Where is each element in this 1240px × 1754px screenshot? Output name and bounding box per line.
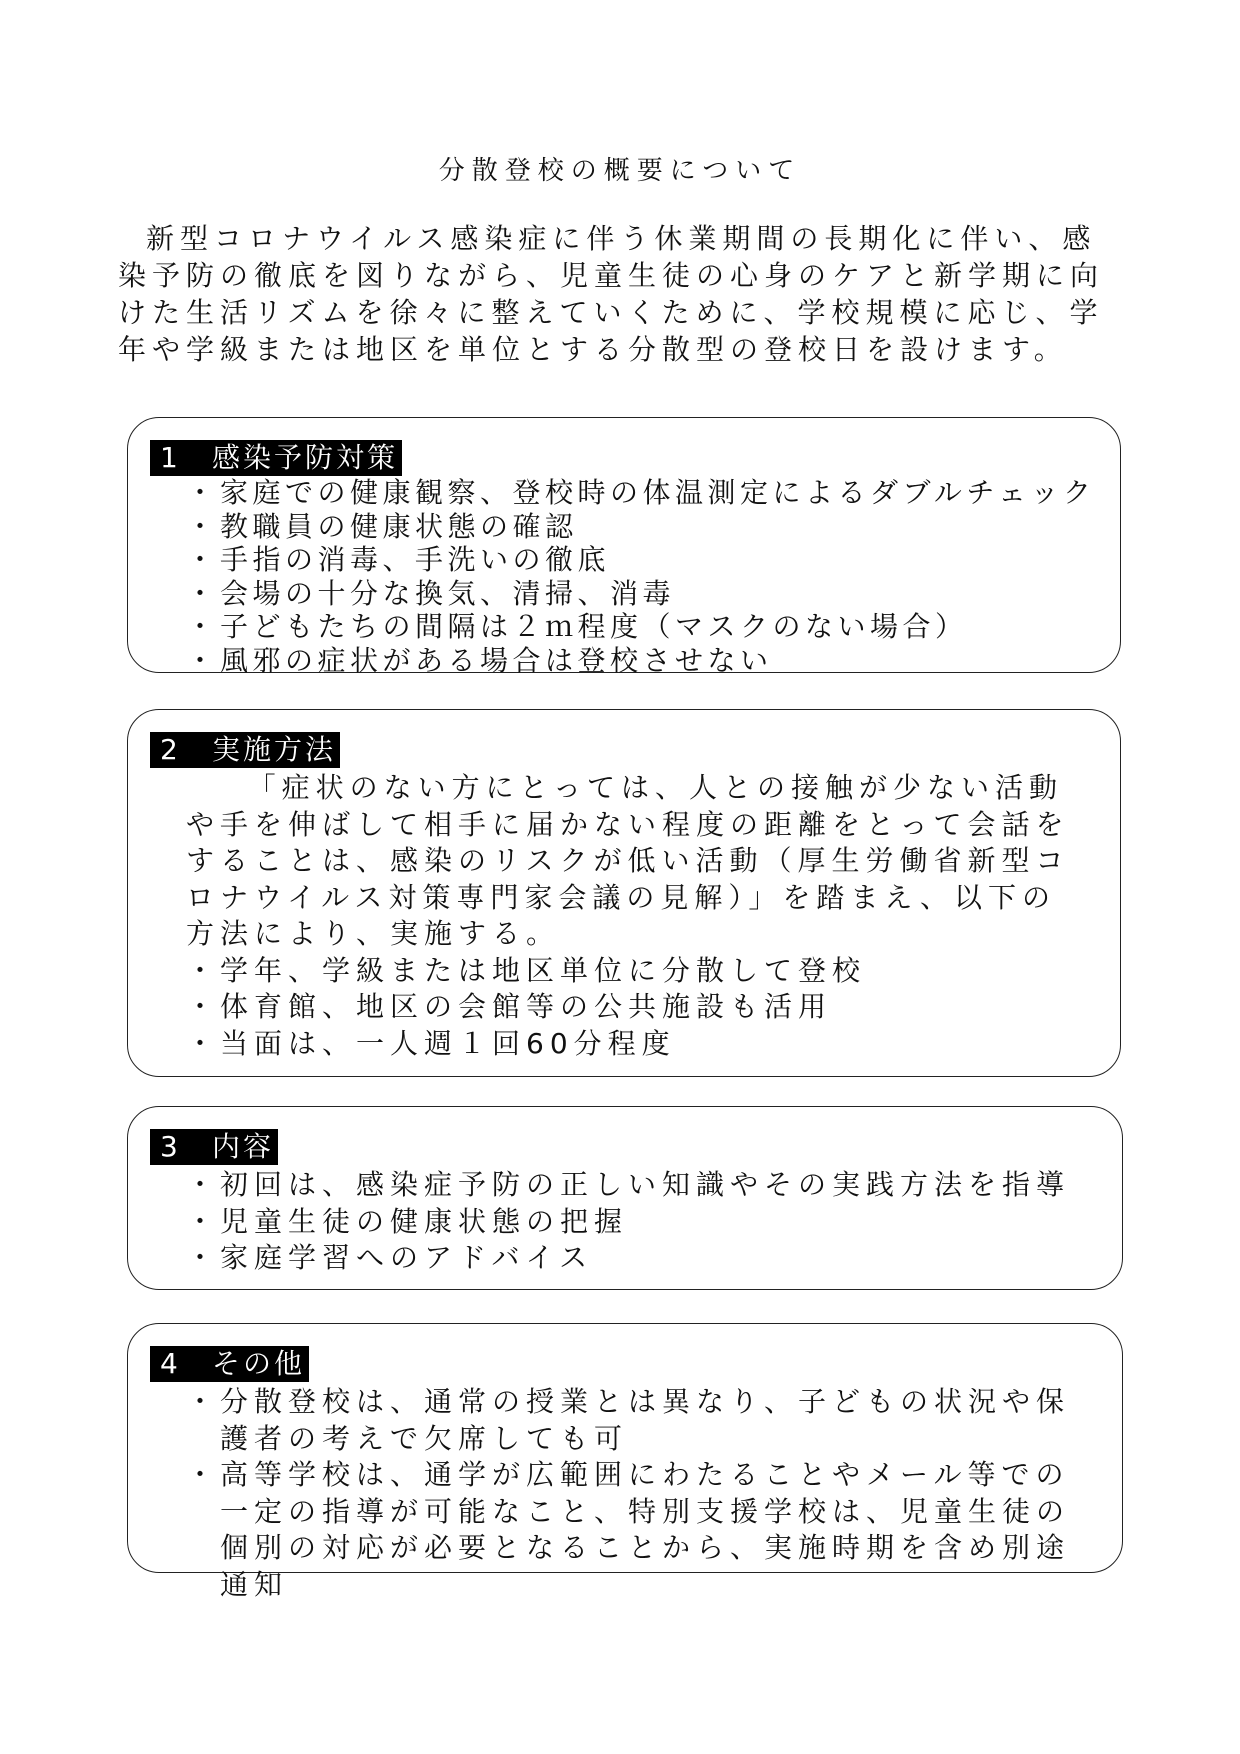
section-4-box xyxy=(127,1323,1123,1601)
list-item: ・ 児童生徒の健康状態の把握 xyxy=(186,1204,1102,1241)
section-3-box xyxy=(127,1106,1123,1290)
list-item: ・ 当面は、一人週１回60分程度 xyxy=(186,1026,1086,1063)
list-item: ・ 教職員の健康状態の確認 xyxy=(186,510,1100,544)
section-2-paragraph: 「症状のない方にとっては、人との接触が少ない活動や手を伸ばして相手に届かない程度の距離をとって会話をすることは、感染のリスクが低い活動（厚生労働省新型コロナウイルス対策専門家会議の見解）」を踏まえ、以下の方法により、実施する。 xyxy=(186,771,1070,950)
section-3-heading xyxy=(150,1129,278,1165)
section-3-number: 3 xyxy=(160,1130,181,1163)
section-2-content xyxy=(186,770,1086,1062)
section-2-list xyxy=(186,953,1086,1063)
section-1-box xyxy=(127,417,1121,677)
section-3-list xyxy=(186,1167,1102,1277)
section-3-content xyxy=(186,1167,1102,1277)
section-4-list xyxy=(186,1384,1088,1603)
section-1-title: 感染予防対策 xyxy=(212,441,399,474)
list-item: ・ 初回は、感染症予防の正しい知識やその実践方法を指導 xyxy=(186,1167,1102,1204)
section-4-heading xyxy=(150,1346,309,1382)
intro-paragraph xyxy=(118,220,1128,368)
list-item: ・ 手指の消毒、手洗いの徹底 xyxy=(186,543,1100,577)
section-2-title: 実施方法 xyxy=(212,733,337,766)
section-2-heading xyxy=(150,732,340,768)
section-3-title: 内容 xyxy=(212,1130,275,1163)
list-item: ・ 風邪の症状がある場合は登校させない xyxy=(186,644,1100,678)
list-item: ・ 家庭学習へのアドバイス xyxy=(186,1240,1102,1277)
intro-text: 新型コロナウイルス感染症に伴う休業期間の長期化に伴い、感染予防の徹底を図りながら、児童生徒の心身のケアと新学期に向けた生活リズムを徐々に整えていくために、学校規模に応じ、学年や学級または地区を単位とする分散型の登校日を設けます。 xyxy=(118,222,1105,366)
section-4-title: その他 xyxy=(212,1347,306,1380)
list-item: ・ 会場の十分な換気、清掃、消毒 xyxy=(186,577,1100,611)
section-1-heading xyxy=(150,440,402,476)
list-item: ・ 子どもたちの間隔は２ｍ程度（マスクのない場合） xyxy=(186,610,1100,644)
list-item: ・ 体育館、地区の会館等の公共施設も活用 xyxy=(186,989,1086,1026)
section-2-number: 2 xyxy=(160,733,181,766)
section-1-content xyxy=(186,476,1100,677)
list-item: ・ 学年、学級または地区単位に分散して登校 xyxy=(186,953,1086,990)
page-title: 分散登校の概要について xyxy=(438,156,802,186)
list-item: ・ 家庭での健康観察、登校時の体温測定によるダブルチェック xyxy=(186,476,1100,510)
section-2-box xyxy=(127,709,1121,1077)
list-item: ・ 分散登校は、通常の授業とは異なり、子どもの状況や保護者の考えで欠席しても可 xyxy=(186,1384,1088,1457)
section-4-content xyxy=(186,1384,1088,1603)
section-1-list xyxy=(186,476,1100,677)
section-4-number: 4 xyxy=(160,1347,181,1380)
list-item: ・ 高等学校は、通学が広範囲にわたることやメール等での一定の指導が可能なこと、特別支援学校は、児童生徒の個別の対応が必要となることから、実施時期を含め別途通知 xyxy=(186,1457,1088,1603)
section-1-number: 1 xyxy=(160,441,181,474)
